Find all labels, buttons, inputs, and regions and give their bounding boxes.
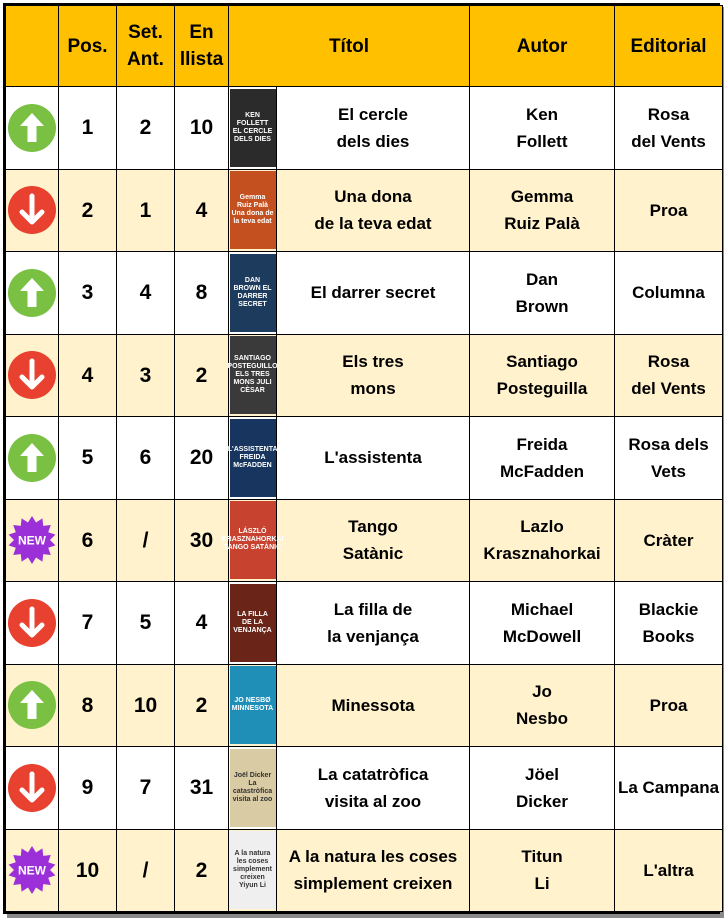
author-line1: Titun [521, 847, 563, 867]
bestseller-table [5, 5, 723, 912]
book-cover-image [230, 831, 276, 909]
author-line2: Follett [516, 131, 568, 151]
header-row [6, 6, 723, 87]
author-cell [470, 87, 615, 170]
book-cover-text: DAN BROWN EL DARRER SECRET [233, 276, 272, 308]
trend-cell [6, 417, 59, 500]
author-cell [470, 252, 615, 335]
arrow-down-icon [7, 185, 57, 235]
position-cell: 6 [59, 499, 117, 582]
book-cover-text: A la natura les coses simplement creixen Yiyun Li [233, 850, 272, 890]
arrow-up-icon [7, 103, 57, 153]
new-badge-icon [7, 515, 57, 565]
author-cell [470, 334, 615, 417]
book-cover-image [227, 336, 278, 414]
author-line1: Dan [525, 269, 559, 289]
weeks-listed-cell: 4 [175, 582, 229, 665]
position-cell: 3 [59, 252, 117, 335]
header-weeks-listed [175, 6, 229, 87]
table-row [6, 87, 723, 170]
arrow-down-icon [7, 763, 57, 813]
previous-week-cell: 7 [117, 747, 175, 830]
table-row [6, 829, 723, 912]
author-line2: McDowell [502, 626, 582, 646]
book-cover-image [227, 419, 278, 497]
title-cell [277, 499, 470, 582]
weeks-listed-cell: 2 [175, 334, 229, 417]
title-line1: L'assistenta [324, 448, 422, 468]
book-cover-text: SANTIAGO POSTEGUILLO ELS TRES MONS JULI CÈSAR [227, 355, 278, 395]
header-position: Pos. [59, 6, 117, 87]
previous-week-cell: 4 [117, 252, 175, 335]
previous-week-cell: 6 [117, 417, 175, 500]
cover-cell [229, 334, 277, 417]
weeks-listed-cell: 20 [175, 417, 229, 500]
cover-cell [221, 499, 284, 582]
publisher-line1: Rosa [647, 352, 690, 372]
publisher-line1: Proa [649, 200, 688, 220]
arrow-up-icon [7, 433, 57, 483]
header-previous-week-line1: Set. [128, 22, 163, 43]
position-cell: 1 [59, 87, 117, 170]
title-line2: visita al zoo [324, 791, 422, 811]
author-line1: Freida [516, 434, 568, 454]
table-row [6, 417, 723, 500]
author-cell [470, 417, 615, 500]
cover-cell [229, 417, 277, 500]
title-cell [277, 664, 470, 747]
publisher-cell [615, 747, 723, 830]
trend-cell [6, 829, 59, 912]
table-row [6, 169, 723, 252]
trend-cell [6, 747, 59, 830]
title-line2: de la teva edat [314, 214, 432, 234]
publisher-cell [615, 169, 723, 252]
position-cell: 9 [59, 747, 117, 830]
position-cell: 2 [59, 169, 117, 252]
author-line1: Jo [532, 682, 552, 702]
publisher-cell [615, 252, 723, 335]
book-cover-image [221, 501, 284, 579]
table-row [6, 334, 723, 417]
author-line1: Ken [525, 104, 559, 124]
title-line1: Tango [348, 517, 398, 537]
title-line1: Minessota [331, 695, 415, 715]
author-cell [470, 499, 615, 582]
publisher-cell [615, 87, 723, 170]
book-cover-image [230, 254, 276, 332]
previous-week-cell: 3 [117, 334, 175, 417]
new-badge-icon [7, 845, 57, 895]
author-line1: Lazlo [520, 517, 564, 537]
publisher-cell [615, 499, 723, 582]
publisher-line2: Books [642, 626, 695, 646]
title-cell [277, 87, 470, 170]
publisher-line2: Vets [651, 461, 686, 481]
arrow-down-icon [7, 350, 57, 400]
book-cover-image [230, 749, 276, 827]
book-cover-image [230, 666, 276, 744]
author-cell [470, 582, 615, 665]
cover-cell [229, 747, 277, 830]
header-indicator [6, 6, 59, 87]
table-row [6, 582, 723, 665]
title-line2: simplement creixen [293, 874, 453, 894]
title-cell [277, 252, 470, 335]
title-cell [277, 582, 470, 665]
publisher-line1: La Campana [617, 778, 720, 798]
author-line2: Li [534, 874, 550, 894]
position-cell: 7 [59, 582, 117, 665]
position-cell: 10 [59, 829, 117, 912]
header-author: Autor [470, 6, 615, 87]
book-cover-text: LA FILLA DE LA VENJANÇA [233, 610, 272, 634]
publisher-line1: L'altra [643, 860, 694, 880]
table-row [6, 252, 723, 335]
weeks-listed-cell: 8 [175, 252, 229, 335]
arrow-up-icon [7, 268, 57, 318]
author-line2: Dicker [516, 791, 568, 811]
publisher-line1: Columna [632, 283, 705, 303]
position-cell: 4 [59, 334, 117, 417]
author-line1: Gemma [510, 187, 574, 207]
title-line2: la venjança [327, 626, 419, 646]
previous-week-cell: / [117, 499, 175, 582]
header-previous-week [117, 6, 175, 87]
title-line2: dels dies [336, 131, 410, 151]
author-line2: Krasznahorkai [483, 544, 601, 564]
cover-cell [229, 169, 277, 252]
trend-cell [6, 87, 59, 170]
header-title: Títol [229, 6, 470, 87]
trend-cell [6, 582, 59, 665]
weeks-listed-cell: 2 [175, 829, 229, 912]
author-cell [470, 747, 615, 830]
trend-cell [6, 334, 59, 417]
trend-cell [6, 499, 59, 582]
title-cell [277, 417, 470, 500]
weeks-listed-cell: 2 [175, 664, 229, 747]
new-badge-label: NEW [18, 533, 46, 548]
previous-week-cell: 1 [117, 169, 175, 252]
title-cell [277, 169, 470, 252]
author-line2: Ruiz Palà [504, 214, 580, 234]
title-line2: mons [350, 379, 396, 399]
arrow-down-icon [7, 598, 57, 648]
book-cover-text: JO NESBØ MINNESOTA [231, 697, 274, 713]
weeks-listed-cell: 31 [175, 747, 229, 830]
author-line1: Santiago [506, 352, 578, 372]
title-line1: Una dona [334, 187, 412, 207]
publisher-cell [615, 829, 723, 912]
trend-cell [6, 252, 59, 335]
book-cover-image [230, 171, 276, 249]
author-line1: Jöel [525, 764, 560, 784]
publisher-line1: Cràter [643, 530, 694, 550]
trend-cell [6, 169, 59, 252]
publisher-cell [615, 582, 723, 665]
book-cover-image [230, 89, 276, 167]
publisher-line1: Proa [649, 695, 688, 715]
title-line1: El cercle [338, 104, 408, 124]
author-line2: Nesbo [516, 709, 568, 729]
title-cell [277, 334, 470, 417]
title-line1: Els tres [342, 352, 404, 372]
table-row [6, 747, 723, 830]
header-publisher: Editorial [615, 6, 723, 87]
publisher-line1: Rosa dels [628, 434, 709, 454]
title-line1: El darrer secret [310, 283, 436, 303]
cover-cell [229, 252, 277, 335]
book-cover-text: L'ASSISTENTA FREIDA McFADDEN [227, 445, 278, 469]
book-cover-text: Gemma Ruiz Palà Una dona de la teva edat [231, 194, 274, 226]
publisher-line2: del Vents [631, 131, 706, 151]
author-line1: Michael [510, 599, 574, 619]
title-line1: A la natura les coses [288, 847, 458, 867]
previous-week-cell: 10 [117, 664, 175, 747]
author-line2: Brown [515, 296, 569, 316]
table-row [6, 499, 723, 582]
previous-week-cell: 5 [117, 582, 175, 665]
book-cover-image [230, 584, 276, 662]
position-cell: 8 [59, 664, 117, 747]
title-line1: La catatròfica [317, 764, 429, 784]
weeks-listed-cell: 4 [175, 169, 229, 252]
author-cell [470, 169, 615, 252]
author-line2: McFadden [499, 461, 585, 481]
trend-cell [6, 664, 59, 747]
author-cell [470, 664, 615, 747]
publisher-cell [615, 664, 723, 747]
table-row [6, 664, 723, 747]
cover-cell [229, 87, 277, 170]
header-previous-week-line2: Ant. [127, 49, 164, 70]
weeks-listed-cell: 10 [175, 87, 229, 170]
position-cell: 5 [59, 417, 117, 500]
title-line1: La filla de [333, 599, 413, 619]
book-cover-text: LÁSZLÓ KRASZNAHORKAI TANGO SATÀNIC [221, 528, 284, 552]
cover-cell [229, 829, 277, 912]
publisher-cell [615, 334, 723, 417]
publisher-line2: del Vents [631, 379, 706, 399]
header-weeks-listed-line1: En [189, 22, 214, 43]
weeks-listed-cell: 30 [175, 499, 229, 582]
author-line2: Posteguilla [496, 379, 588, 399]
previous-week-cell: 2 [117, 87, 175, 170]
title-cell [277, 829, 470, 912]
new-badge-label: NEW [18, 863, 46, 878]
book-cover-text: Joël Dicker La catastròfica visita al zoo [232, 771, 273, 803]
publisher-line1: Blackie [638, 599, 699, 619]
cover-cell [229, 664, 277, 747]
publisher-cell [615, 417, 723, 500]
book-cover-text: KEN FOLLETT EL CERCLE DELS DIES [232, 111, 273, 143]
title-cell [277, 747, 470, 830]
title-line2: Satànic [342, 544, 404, 564]
header-weeks-listed-line2: llista [179, 49, 224, 70]
publisher-line1: Rosa [647, 104, 690, 124]
arrow-up-icon [7, 680, 57, 730]
cover-cell [229, 582, 277, 665]
author-cell [470, 829, 615, 912]
bestseller-table-frame [3, 3, 720, 914]
previous-week-cell: / [117, 829, 175, 912]
